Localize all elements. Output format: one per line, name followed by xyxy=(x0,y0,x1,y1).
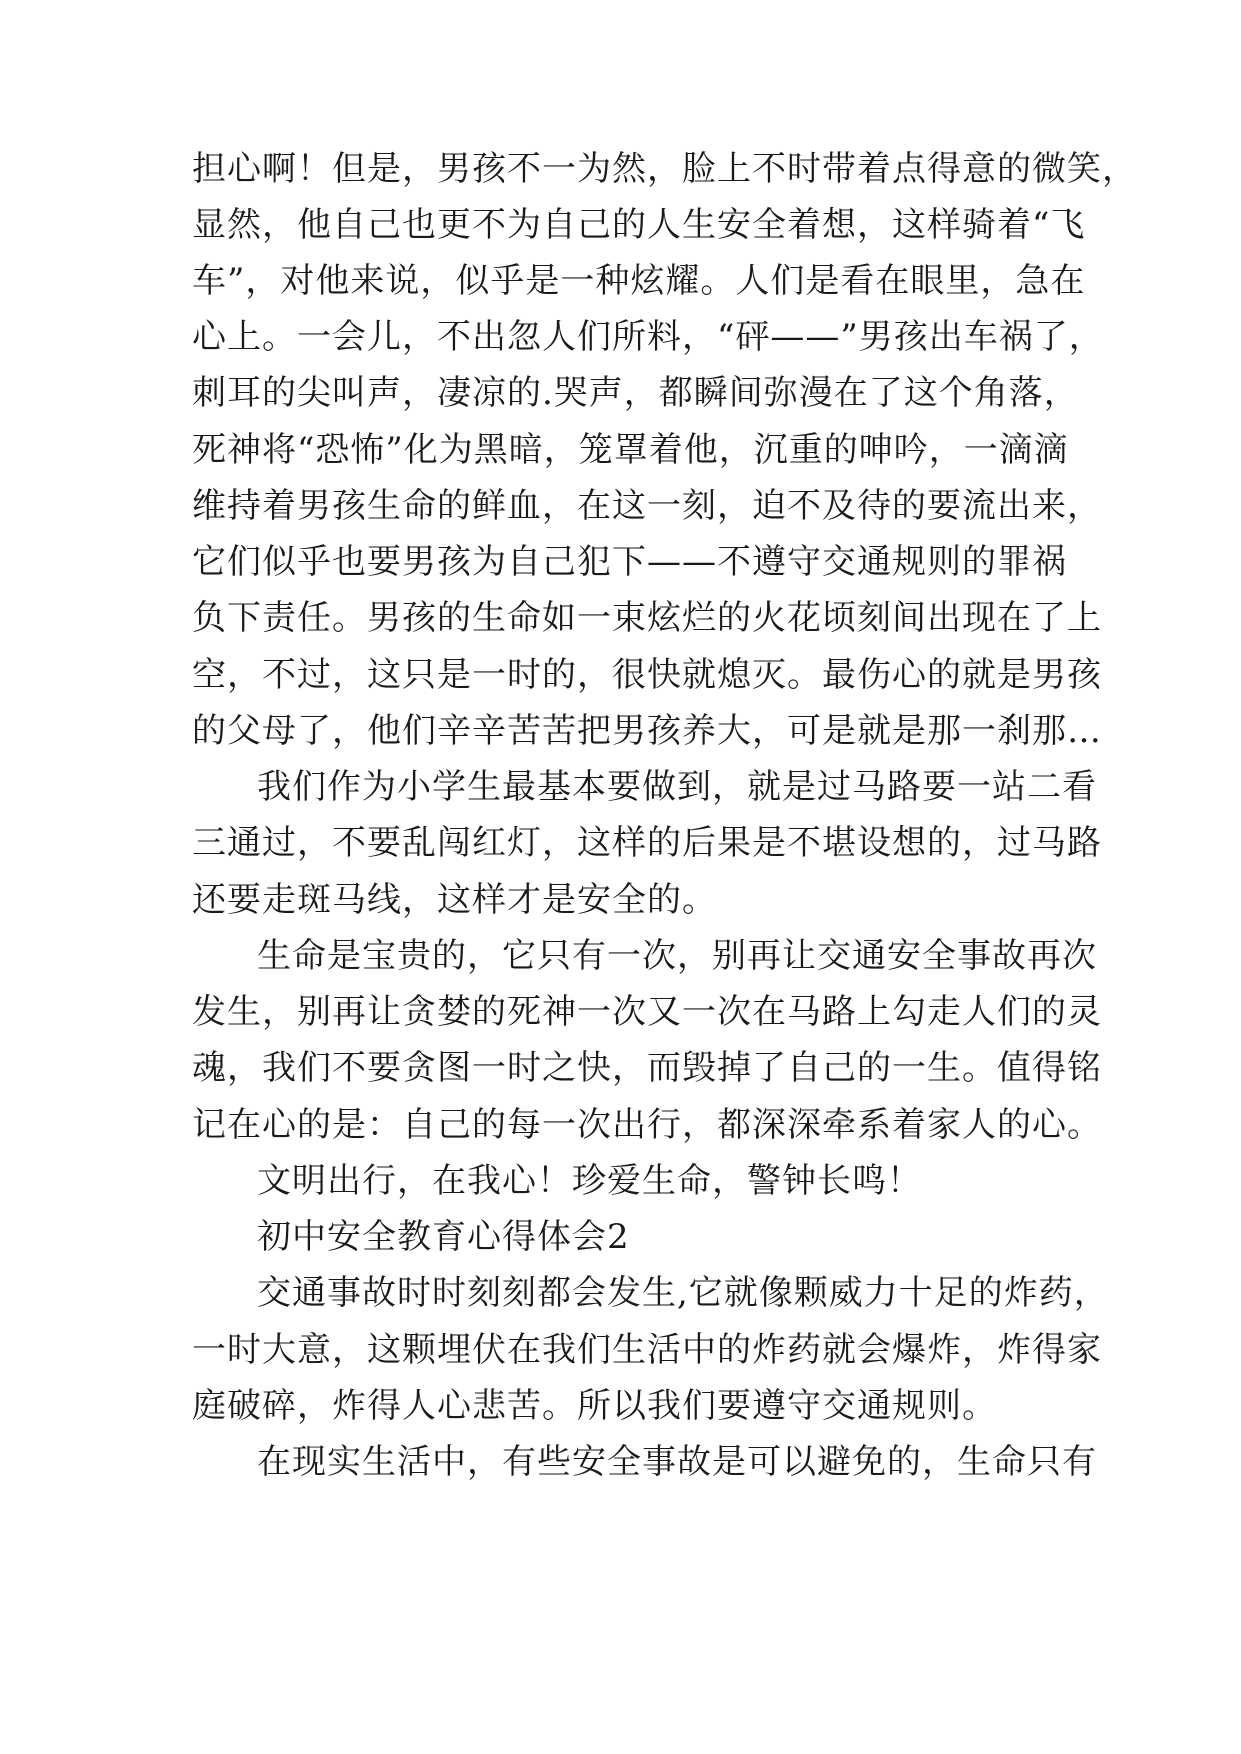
paragraph-start-line: 文明出行，在我心！珍爱生命，警钟长鸣！ xyxy=(257,1161,922,1201)
text-line: 还要走斑马线，这样才是安全的。 xyxy=(192,880,717,920)
text-line: 的父母了，他们辛辛苦苦把男孩养大，可是就是那一刹那… xyxy=(192,711,1102,751)
text-line: 记在心的是：自己的每一次出行，都深深牵系着家人的心。 xyxy=(192,1105,1102,1145)
text-line: 心上。一会儿，不出忽人们所料，“砰——”男孩出车祸了， xyxy=(192,317,1104,357)
text-line: 死神将“恐怖”化为黑暗，笼罩着他，沉重的呻吟，一滴滴 xyxy=(192,430,1069,470)
section-heading: 初中安全教育心得体会2 xyxy=(257,1217,630,1257)
paragraph-start-line: 在现实生活中，有些安全事故是可以避免的，生命只有 xyxy=(257,1442,1097,1482)
paragraph-start-line: 我们作为小学生最基本要做到，就是过马路要一站二看 xyxy=(257,767,1097,807)
text-line: 空，不过，这只是一时的，很快就熄灭。最伤心的就是男孩 xyxy=(192,655,1102,695)
text-line: 发生，别再让贪婪的死神一次又一次在马路上勾走人们的灵 xyxy=(192,992,1102,1032)
text-line: 它们似乎也要男孩为自己犯下——不遵守交通规则的罪祸 xyxy=(192,542,1067,582)
text-line: 刺耳的尖叫声，凄凉的.哭声，都瞬间弥漫在了这个角落， xyxy=(192,373,1079,413)
text-line: 车”，对他来说，似乎是一种炫耀。人们是看在眼里，急在 xyxy=(192,261,1086,301)
text-line: 庭破碎，炸得人心悲苦。所以我们要遵守交通规则。 xyxy=(192,1386,997,1426)
text-line: 担心啊！但是，男孩不一为然，脸上不时带着点得意的微笑， xyxy=(192,149,1137,189)
paragraph-start-line: 交通事故时时刻刻都会发生,它就像颗威力十足的炸药， xyxy=(257,1273,1109,1313)
text-line: 显然，他自己也更不为自己的人生安全着想，这样骑着“飞 xyxy=(192,205,1086,245)
text-line: 魂，我们不要贪图一时之快，而毁掉了自己的一生。值得铭 xyxy=(192,1048,1102,1088)
text-line: 维持着男孩生命的鲜血，在这一刻，迫不及待的要流出来， xyxy=(192,486,1102,526)
text-line: 一时大意，这颗埋伏在我们生活中的炸药就会爆炸，炸得家 xyxy=(192,1330,1102,1370)
text-line: 三通过，不要乱闯红灯，这样的后果是不堪设想的，过马路 xyxy=(192,823,1102,863)
text-line: 负下责任。男孩的生命如一束炫烂的火花顷刻间出现在了上 xyxy=(192,598,1102,638)
paragraph-start-line: 生命是宝贵的，它只有一次，别再让交通安全事故再次 xyxy=(257,936,1097,976)
